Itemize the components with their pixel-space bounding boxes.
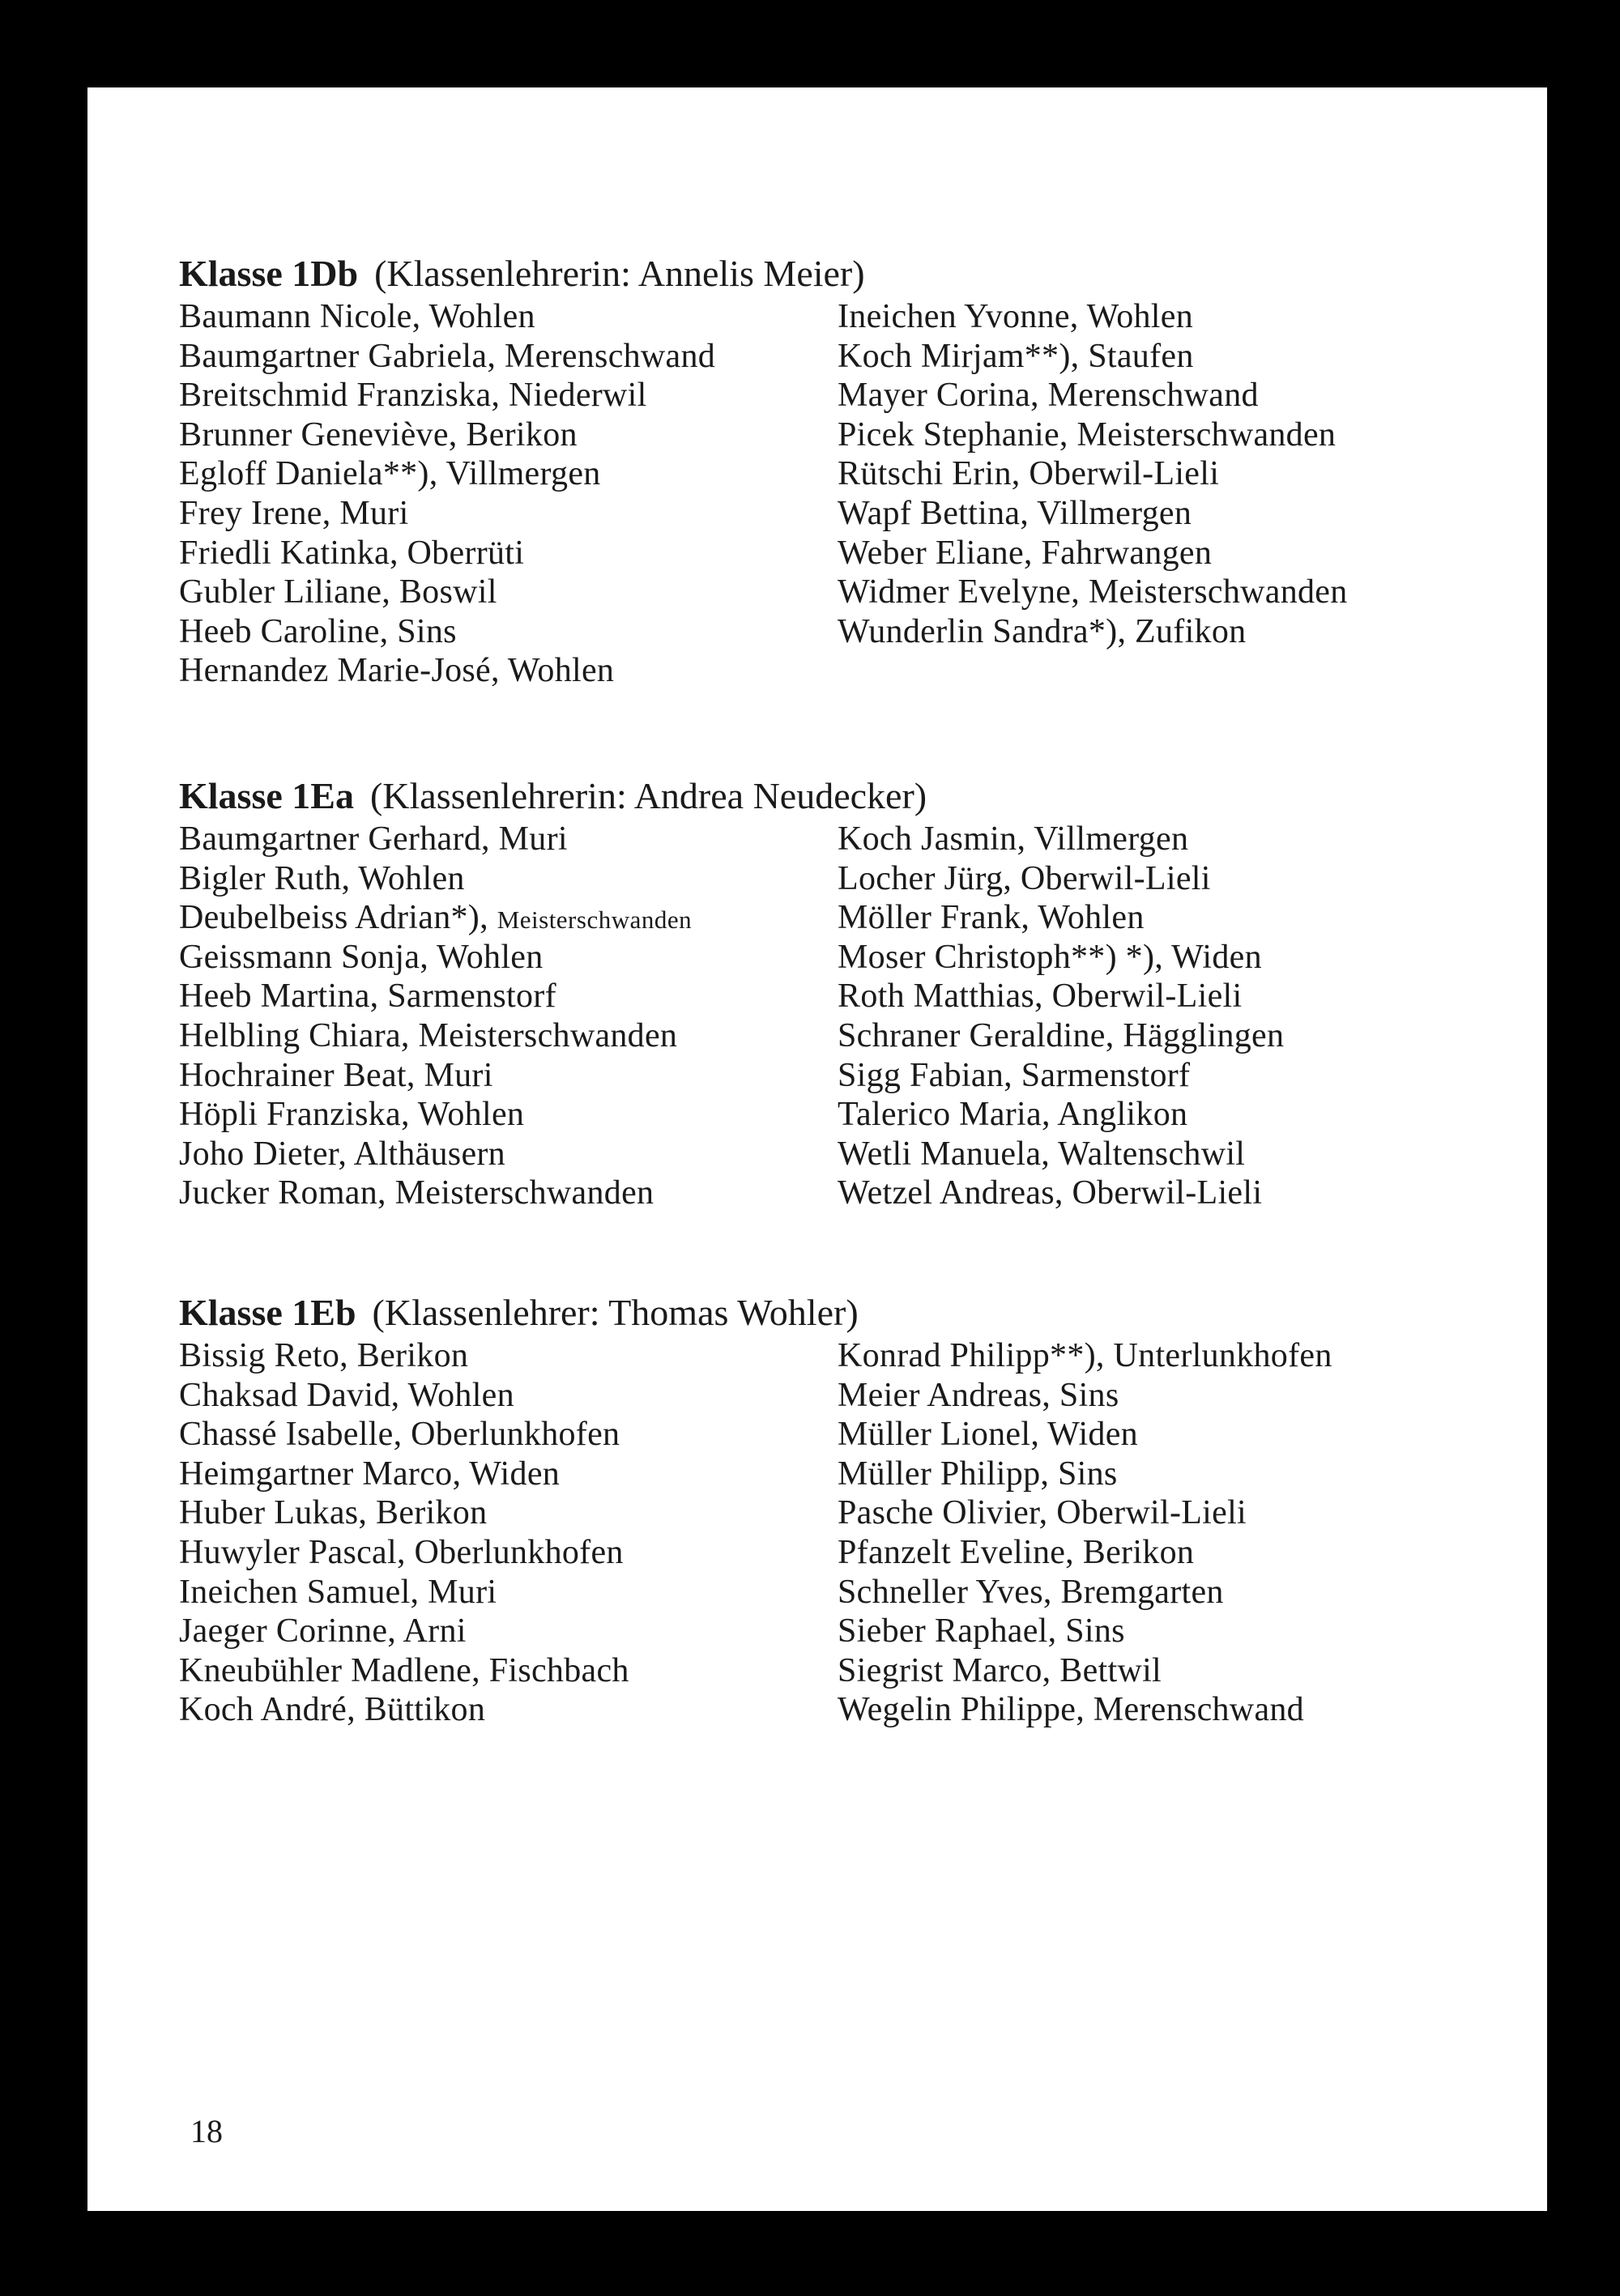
student-entry: Meier Andreas, Sins	[838, 1376, 1119, 1414]
student-entry: Wunderlin Sandra*), Zufikon	[838, 612, 1247, 650]
section-heading	[179, 776, 1507, 816]
student-column-left	[179, 297, 715, 691]
student-entry: Moser Christoph**) *), Widen	[838, 938, 1262, 976]
student-entry: Heeb Martina, Sarmenstorf	[179, 978, 556, 1016]
student-entry: Schraner Geraldine, Hägglingen	[838, 1016, 1285, 1054]
student-entry: Brunner Geneviève, Berikon	[179, 415, 578, 454]
student-entry: Rütschi Erin, Oberwil-Lieli	[838, 455, 1220, 493]
class-label: Klasse 1Db	[179, 253, 359, 294]
student-entry: Baumgartner Gerhard, Muri	[179, 820, 568, 858]
student-entry: Friedli Katinka, Oberrüti	[179, 534, 525, 572]
class-label: Klasse 1Eb	[179, 1292, 356, 1333]
student-entry: Helbling Chiara, Meisterschwanden	[179, 1016, 678, 1054]
student-entry: Gubler Liliane, Boswil	[179, 573, 497, 611]
student-entry: Mayer Corina, Merenschwand	[838, 377, 1259, 415]
teacher-label: (Klassenlehrerin: Andrea Neudecker)	[369, 775, 927, 816]
student-entry: Schneller Yves, Bremgarten	[838, 1573, 1224, 1611]
student-entry: Egloff Daniela**), Villmergen	[179, 455, 601, 493]
student-entry: Kneubühler Madlene, Fischbach	[179, 1651, 629, 1689]
student-entry: Ineichen Samuel, Muri	[179, 1573, 497, 1611]
student-entry: Chaksad David, Wohlen	[179, 1376, 514, 1414]
student-entry: Heimgartner Marco, Widen	[179, 1455, 561, 1493]
student-entry: Hochrainer Beat, Muri	[179, 1056, 493, 1094]
student-entry: Koch Mirjam**), Staufen	[838, 337, 1194, 375]
student-entry: Frey Irene, Muri	[179, 494, 409, 532]
student-entry: Sigg Fabian, Sarmenstorf	[838, 1056, 1191, 1094]
student-entry: Höpli Franziska, Wohlen	[179, 1096, 525, 1134]
student-entry: Pasche Olivier, Oberwil-Lieli	[838, 1494, 1247, 1532]
student-entry: Jucker Roman, Meisterschwanden	[179, 1174, 654, 1212]
page-number: 18	[190, 2113, 223, 2149]
student-entry: Pfanzelt Eveline, Berikon	[838, 1533, 1195, 1571]
student-entry: Wetli Manuela, Waltenschwil	[838, 1135, 1246, 1173]
teacher-label: (Klassenlehrer: Thomas Wohler)	[372, 1292, 859, 1333]
student-entry: Baumgartner Gabriela, Merenschwand	[179, 337, 716, 375]
student-entry: Müller Philipp, Sins	[838, 1455, 1118, 1493]
student-entry: Sieber Raphael, Sins	[838, 1612, 1125, 1651]
student-entry: Jaeger Corinne, Arni	[179, 1612, 467, 1651]
class-section-1ea	[179, 775, 1507, 1212]
student-column-right	[838, 820, 1284, 1213]
student-entry: Joho Dieter, Althäusern	[179, 1135, 505, 1173]
student-entry: Bigler Ruth, Wohlen	[179, 859, 465, 897]
section-heading	[179, 1293, 1507, 1333]
student-entry: Huwyler Pascal, Oberlunkhofen	[179, 1533, 624, 1571]
student-entry: Hernandez Marie-José, Wohlen	[179, 652, 615, 690]
teacher-label: (Klassenlehrerin: Annelis Meier)	[374, 253, 865, 294]
student-entry: Widmer Evelyne, Meisterschwanden	[838, 573, 1348, 611]
class-label: Klasse 1Ea	[179, 775, 354, 816]
student-entry: Wapf Bettina, Villmergen	[838, 494, 1192, 532]
student-entry: Koch Jasmin, Villmergen	[838, 820, 1189, 858]
student-entry: Baumann Nicole, Wohlen	[179, 298, 535, 335]
student-entry: Locher Jürg, Oberwil-Lieli	[838, 859, 1211, 897]
student-entry: Heeb Caroline, Sins	[179, 612, 457, 650]
student-entry: Möller Frank, Wohlen	[838, 899, 1145, 937]
student-column-left	[179, 1336, 629, 1730]
student-entry: Bissig Reto, Berikon	[179, 1337, 469, 1374]
student-entry: Chassé Isabelle, Oberlunkhofen	[179, 1416, 620, 1454]
student-entry: Talerico Maria, Anglikon	[838, 1096, 1188, 1134]
student-column-left	[179, 820, 692, 1213]
student-entry	[179, 898, 692, 938]
section-heading	[179, 253, 1507, 294]
document-page	[87, 87, 1547, 2211]
student-entry: Siegrist Marco, Bettwil	[838, 1651, 1162, 1689]
class-section-1eb	[179, 1292, 1507, 1729]
student-entry: Müller Lionel, Widen	[838, 1416, 1138, 1454]
student-column-right	[838, 1336, 1332, 1730]
student-entry: Weber Eliane, Fahrwangen	[838, 534, 1213, 572]
student-entry: Picek Stephanie, Meisterschwanden	[838, 415, 1336, 454]
student-entry: Koch André, Büttikon	[179, 1691, 486, 1729]
student-entry: Roth Matthias, Oberwil-Lieli	[838, 978, 1243, 1016]
student-entry: Ineichen Yvonne, Wohlen	[838, 298, 1194, 335]
student-entry: Huber Lukas, Berikon	[179, 1494, 488, 1532]
student-entry: Geissmann Sonja, Wohlen	[179, 938, 544, 976]
student-entry: Konrad Philipp**), Unterlunkhofen	[838, 1337, 1332, 1374]
student-place: Meisterschwanden	[497, 905, 693, 935]
class-section-1db	[179, 253, 1507, 690]
student-entry: Wetzel Andreas, Oberwil-Lieli	[838, 1174, 1263, 1212]
student-entry: Breitschmid Franziska, Niederwil	[179, 377, 647, 415]
student-column-right	[838, 297, 1348, 651]
student-entry: Wegelin Philippe, Merenschwand	[838, 1691, 1304, 1729]
student-name: Deubelbeiss Adrian*),	[179, 899, 497, 937]
